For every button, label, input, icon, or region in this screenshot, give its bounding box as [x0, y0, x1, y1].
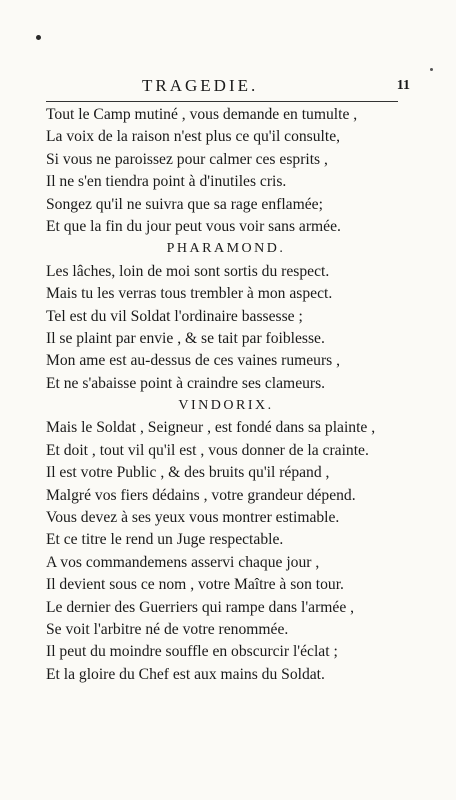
verse-line: Il est votre Public , & des bruits qu'il répand , — [46, 464, 330, 482]
verse-line: Si vous ne paroissez pour calmer ces esprits , — [46, 150, 328, 168]
ink-speck — [430, 68, 433, 71]
ink-dot — [36, 35, 41, 40]
verse-line: Et que la fin du jour peut vous voir sans armée. — [46, 217, 341, 235]
verse-line: Malgré vos fiers dédains , votre grandeur dépend. — [46, 486, 356, 504]
verse-line: Le dernier des Guerriers qui rampe dans l'armée , — [46, 598, 355, 616]
verse-line: Mais tu les verras tous trembler à mon aspect. — [46, 285, 333, 303]
verse-line: Songez qu'il ne suivra que sa rage enflamée; — [46, 195, 323, 213]
verse-line: Et la gloire du Chef est aux mains du Soldat. — [46, 665, 325, 683]
verse-line: A vos commandemens asservi chaque jour , — [46, 553, 320, 571]
verse-line: Et ce titre le rend un Juge respectable. — [46, 531, 284, 549]
running-title: TRAGEDIE. — [142, 76, 259, 95]
verse-text — [46, 104, 406, 686]
verse-line: Il ne s'en tiendra point à d'inutiles cris. — [46, 173, 287, 191]
page-number: 11 — [396, 78, 410, 93]
verse-line: Il se plaint par envie , & se tait par foiblesse. — [46, 329, 325, 347]
verse-line: Et ne s'abaisse point à craindre ses clameurs. — [46, 374, 326, 392]
verse-line: Se voit l'arbitre né de votre renommée. — [46, 620, 289, 638]
speaker-name: VINDORIX. — [178, 398, 274, 414]
verse-line: Tel est du vil Soldat l'ordinaire bassesse ; — [46, 307, 303, 325]
verse-line: Les lâches, loin de moi sont sortis du respect. — [46, 262, 330, 280]
verse-line: Mais le Soldat , Seigneur , est fondé dans sa plainte , — [46, 419, 376, 437]
header-rule — [46, 101, 398, 102]
page-header — [46, 76, 410, 98]
verse-line: Mon ame est au-dessus de ces vaines rumeurs , — [46, 352, 341, 370]
verse-line: Tout le Camp mutiné , vous demande en tumulte , — [46, 106, 358, 123]
verse-line: Il peut du moindre souffle en obscurcir l'éclat ; — [46, 643, 338, 661]
verse-line: La voix de la raison n'est plus ce qu'il consulte, — [46, 128, 341, 146]
verse-line: Il devient sous ce nom , votre Maître à son tour. — [46, 576, 344, 594]
speaker-name: PHARAMOND. — [166, 241, 286, 257]
verse-line: Vous devez à ses yeux vous montrer estimable. — [46, 509, 340, 527]
verse-line: Et doit , tout vil qu'il est , vous donner de la crainte. — [46, 441, 369, 459]
